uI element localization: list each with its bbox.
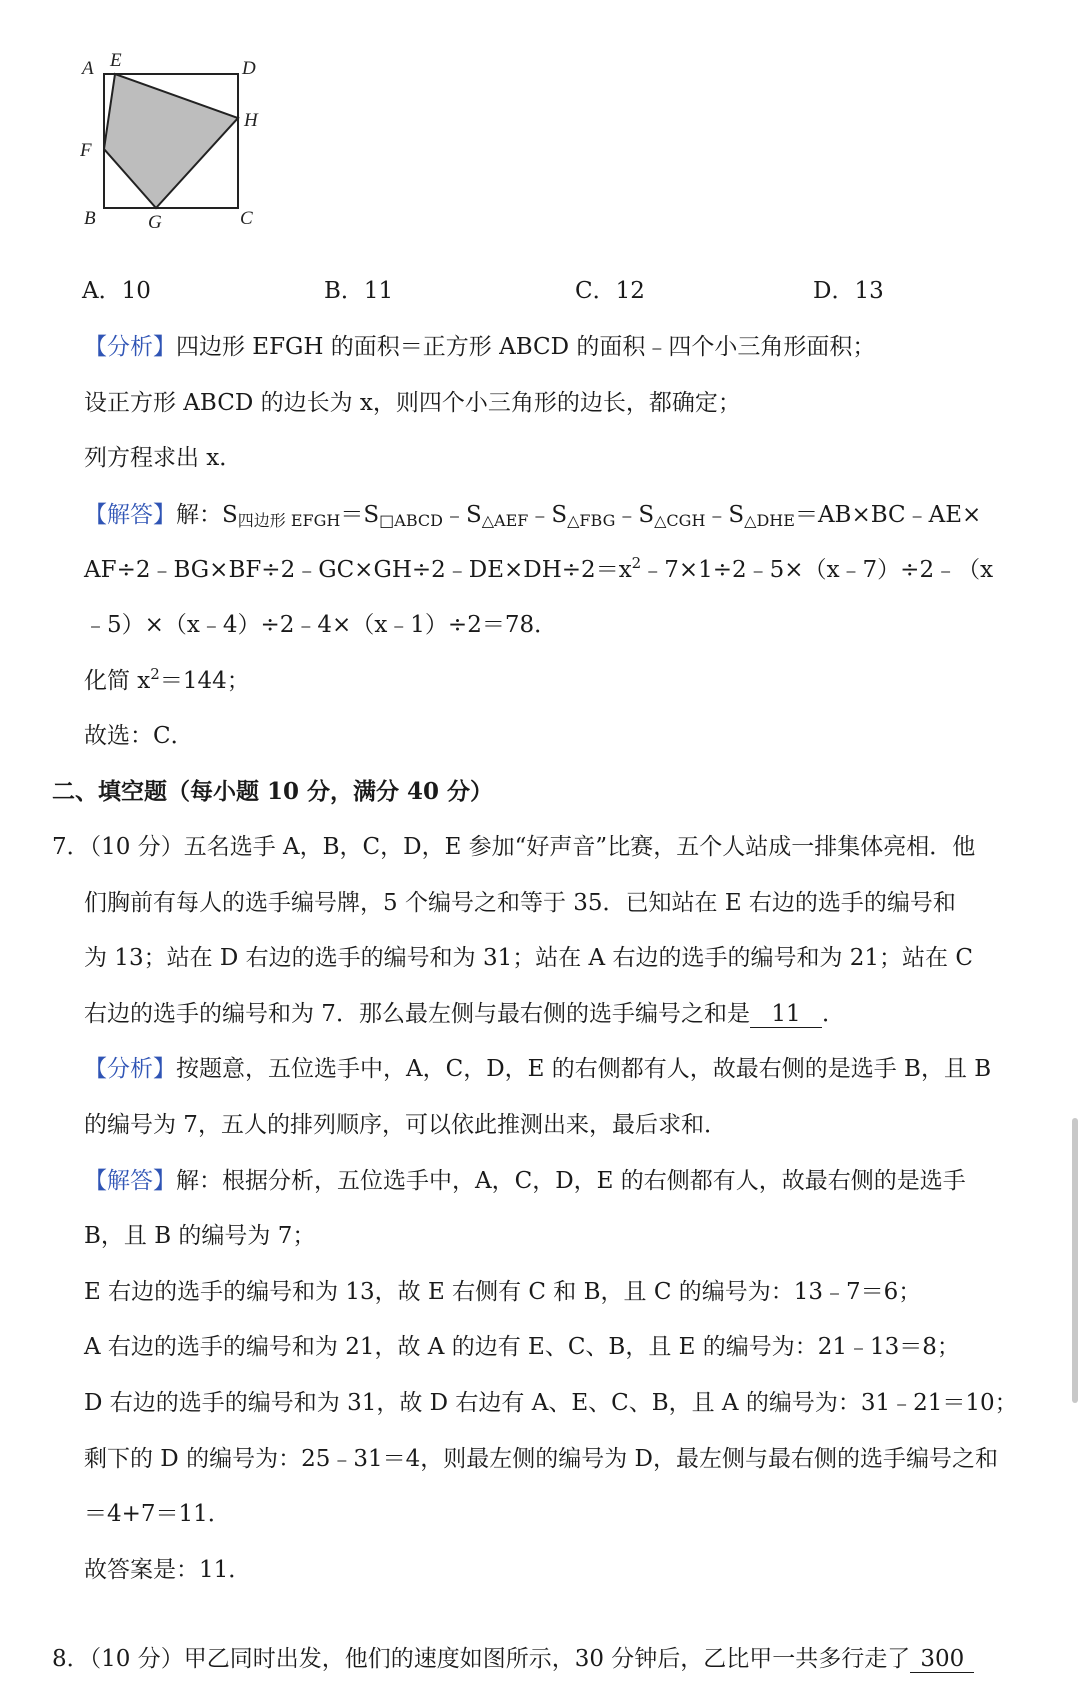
q7-final-answer: 故答案是：11．	[84, 1557, 252, 1583]
answer-blank: 300	[910, 1646, 974, 1673]
answer-text: AF÷2﹣BG×BF÷2﹣GC×GH÷2﹣DE×DH÷2＝x	[84, 557, 632, 583]
simplify-text: 化简 x	[84, 668, 151, 694]
label-f: F	[80, 140, 92, 161]
analysis-tag: 【分析】	[84, 334, 176, 360]
subscript: △DHE	[744, 511, 795, 530]
answer-text: ﹣S	[615, 502, 655, 528]
option-c: C．12	[575, 278, 645, 304]
q6-answer-line-1	[84, 500, 981, 530]
analysis-text: 四边形 EFGH 的面积＝正方形 ABCD 的面积﹣四个小三角形面积；	[176, 334, 876, 360]
q7-answer-line-6: 剩下的 D 的编号为：25﹣31＝4，则最左侧的编号为 D，最左侧与最右侧的选手编号之和	[84, 1446, 998, 1472]
answer-text: 解：S	[176, 502, 238, 528]
option-a: A．10	[82, 278, 151, 304]
subscript: △FBG	[567, 511, 616, 530]
analysis-tag: 【分析】	[84, 1056, 176, 1082]
label-c: C	[240, 208, 253, 229]
superscript: 2	[150, 665, 160, 683]
answer-text: 解：根据分析，五位选手中，A，C，D，E 的右侧都有人，故最右侧的是选手	[176, 1168, 966, 1194]
simplify-text: ＝144；	[159, 668, 250, 694]
subscript: 四边形 EFGH	[237, 511, 341, 530]
question-text: 右边的选手的编号和为 7．那么最左侧与最右侧的选手编号之和是	[84, 1001, 750, 1027]
label-h: H	[244, 110, 258, 131]
superscript: 2	[631, 554, 642, 572]
q6-analysis-line-2: 设正方形 ABCD 的边长为 x，则四个小三角形的边长，都确定；	[84, 390, 741, 416]
answer-tag: 【解答】	[84, 502, 176, 528]
subscript: △AEF	[481, 511, 529, 530]
q7-line-1: 7．（10 分）五名选手 A，B，C，D，E 参加“好声音”比赛，五个人站成一排集体亮相．他	[52, 834, 976, 860]
quadrilateral-efgh	[104, 74, 238, 208]
question-text: 8．（10 分）甲乙同时出发，他们的速度如图所示，30 分钟后，乙比甲一共多行走了	[52, 1646, 911, 1672]
q6-simplify	[84, 666, 250, 696]
q7-analysis-line-1	[84, 1054, 991, 1084]
subscript: □ABCD	[379, 511, 443, 530]
q7-answer-line-2: B，且 B 的编号为 7；	[84, 1223, 316, 1249]
label-a: A	[82, 58, 94, 79]
q7-answer-line-3: E 右边的选手的编号和为 13，故 E 右侧有 C 和 B，且 C 的编号为：13﹣7＝6；	[84, 1279, 922, 1305]
option-b: B．11	[324, 278, 394, 304]
analysis-text: 按题意，五位选手中，A，C，D，E 的右侧都有人，故最右侧的是选手 B，且 B	[176, 1056, 992, 1082]
option-d: D．13	[813, 278, 884, 304]
q7-analysis-line-2: 的编号为 7，五人的排列顺序，可以依此推测出来，最后求和．	[84, 1112, 727, 1138]
answer-text: ﹣S	[528, 502, 568, 528]
answer-text: ﹣S	[442, 502, 482, 528]
answer-text: ＝AB×BC﹣AE×	[794, 502, 982, 528]
subscript: △CGH	[654, 511, 706, 530]
q7-line-3: 为 13；站在 D 右边的选手的编号和为 31；站在 A 右边的选手的编号和为 21；站在 C	[84, 945, 973, 971]
answer-text: ＝S	[340, 502, 380, 528]
q6-analysis-line-3: 列方程求出 x．	[84, 445, 243, 471]
answer-tag: 【解答】	[84, 1168, 176, 1194]
answer-text: ﹣7×1÷2﹣5×（x﹣7）÷2﹣（x	[641, 557, 994, 583]
q7-answer-line-4: A 右边的选手的编号和为 21，故 A 的边有 E、C、B，且 E 的编号为：21﹣13＝8；	[84, 1334, 960, 1360]
q6-answer-line-3: ﹣5）×（x﹣4）÷2﹣4×（x﹣1）÷2＝78．	[84, 612, 558, 638]
square-diagram	[80, 52, 290, 252]
q7-answer-line-7: ＝4+7＝11．	[84, 1501, 231, 1527]
q6-answer-line-2	[84, 555, 993, 585]
label-d: D	[242, 58, 256, 79]
q6-analysis-line-1	[84, 332, 875, 362]
label-e: E	[110, 52, 122, 71]
square-figure	[80, 52, 290, 252]
q8-line-1	[52, 1644, 974, 1674]
question-text: ．	[821, 1001, 845, 1027]
q7-line-2: 们胸前有每人的选手编号牌，5 个编号之和等于 35．已知站在 E 右边的选手的编号和	[84, 890, 956, 916]
section-title: 二、填空题（每小题 10 分，满分 40 分）	[52, 778, 494, 805]
scrollbar[interactable]	[1072, 1118, 1078, 1403]
answer-text: ﹣S	[705, 502, 745, 528]
q7-answer-line-1	[84, 1166, 966, 1196]
label-b: B	[84, 208, 96, 229]
q7-answer-line-5: D 右边的选手的编号和为 31，故 D 右边有 A、E、C、B，且 A 的编号为：31﹣21＝10；	[84, 1390, 1018, 1416]
q7-line-4	[84, 999, 845, 1029]
answer-blank: 11	[750, 1001, 822, 1028]
label-g: G	[148, 212, 162, 233]
q6-choice: 故选：C．	[84, 723, 194, 749]
